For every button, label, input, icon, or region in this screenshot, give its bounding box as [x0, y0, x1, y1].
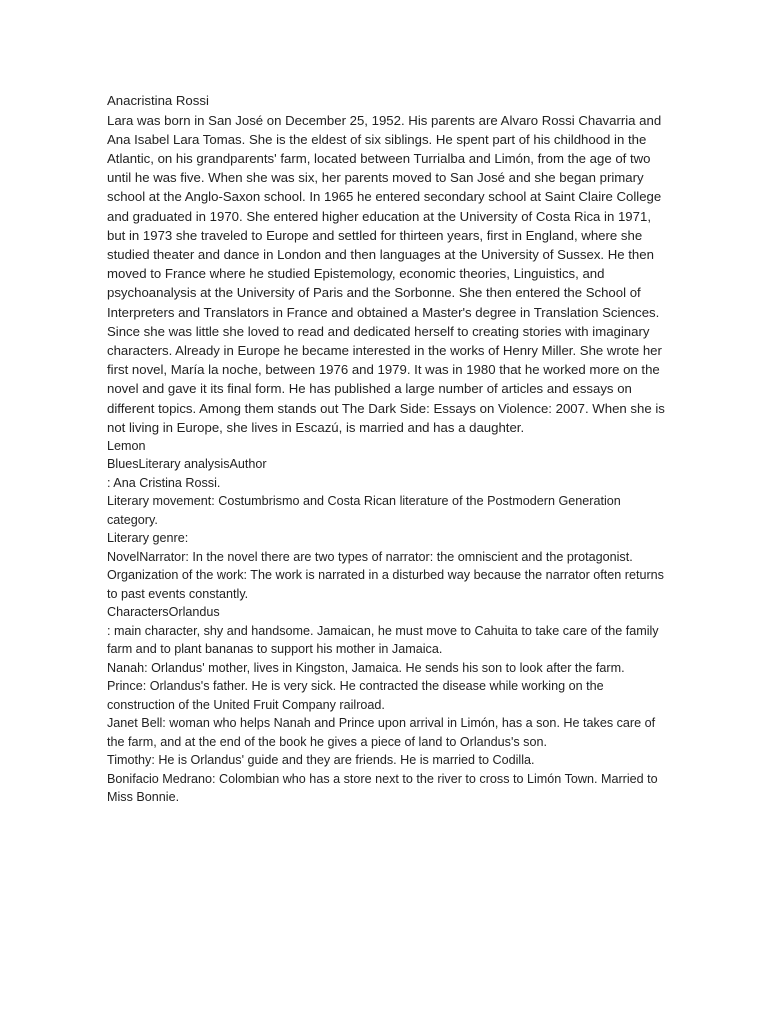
text-line-bonifacio: Bonifacio Medrano: Colombian who has a store next to the river to cross to Limón Town. Married to Miss Bonnie. — [107, 771, 658, 805]
text-line-lemon: Lemon — [107, 438, 146, 453]
paragraph-biography: Lara was born in San José on December 25, 1952. His parents are Alvaro Rossi Chavarria and Ana Isabel Lara Tomas. She is the eldest of six siblings. He spent part of his childhood in the Atlantic, on his grandparents' farm, located between Turrialba and Limón, from the age of two until he was five. When she was six, her parents moved to San José and she began primary school at the Anglo-Saxon school. In 1965 he entered secondary school at Saint Claire College and graduated in 1970. She entered higher education at the University of Costa Rica in 1971, but in 1973 she traveled to Europe and settled for thirteen years, first in England, where she studied theater and dance in London and then languages at the University of Sussex. He then moved to France where he studied Epistemology, economic theories, Linguistics, and psychoanalysis at the University of Paris and the Sorbonne. She then entered the School of Interpreters and Translators in France and obtained a Master's degree in Translation Sciences. — [107, 112, 662, 320]
text-line-janet-bell: Janet Bell: woman who helps Nanah and Prince upon arrival in Limón, has a son. He takes care of the farm, and at the end of the book he gives a piece of land to Orlandus's son. — [107, 716, 656, 749]
text-line-characters: CharactersOrlandus — [107, 605, 220, 620]
text-line-timothy: Timothy: He is Orlandus' guide and they are friends. He is married to Codilla. — [107, 753, 535, 768]
text-line-nanah: Nanah: Orlandus' mother, lives in Kingston, Jamaica. He sends his son to look after the farm. — [107, 660, 625, 675]
document-title: Anacristina Rossi — [107, 93, 209, 108]
text-line-narrator: NovelNarrator: In the novel there are two types of narrator: the omniscient and the protagonist. — [107, 549, 633, 564]
text-line-author: : Ana Cristina Rossi. — [107, 475, 221, 490]
document-page — [107, 92, 667, 807]
text-line-prince: Prince: Orlandus's father. He is very sick. He contracted the disease while working on the construction of the United Fruit Company railroad. — [107, 679, 604, 712]
text-line-blues-analysis: BluesLiterary analysisAuthor — [107, 457, 267, 472]
text-line-literary-genre: Literary genre: — [107, 531, 189, 546]
text-line-orlandus: : main character, shy and handsome. Jamaican, he must move to Cahuita to take care of the family farm and to plant bananas to support his mother in Jamaica. — [107, 623, 659, 657]
text-line-organization: Organization of the work: The work is narrated in a disturbed way because the narrator often returns to past events constantly. — [107, 568, 664, 601]
text-line-literary-movement: Literary movement: Costumbrismo and Costa Rican literature of the Postmodern Generation category. — [107, 494, 621, 527]
paragraph-career: Since she was little she loved to read and dedicated herself to creating stories with imaginary characters. Already in Europe he became interested in the works of Henry Miller. She wrote her first novel, María la noche, between 1976 and 1979. It was in 1980 that he worked more on the novel and gave it its final form. He has published a large number of articles and essays on different topics. Among them stands out The Dark Side: Essays on Violence: 2007. When she is not living in Europe, she lives in Escazú, is married and has a daughter. — [107, 323, 665, 435]
